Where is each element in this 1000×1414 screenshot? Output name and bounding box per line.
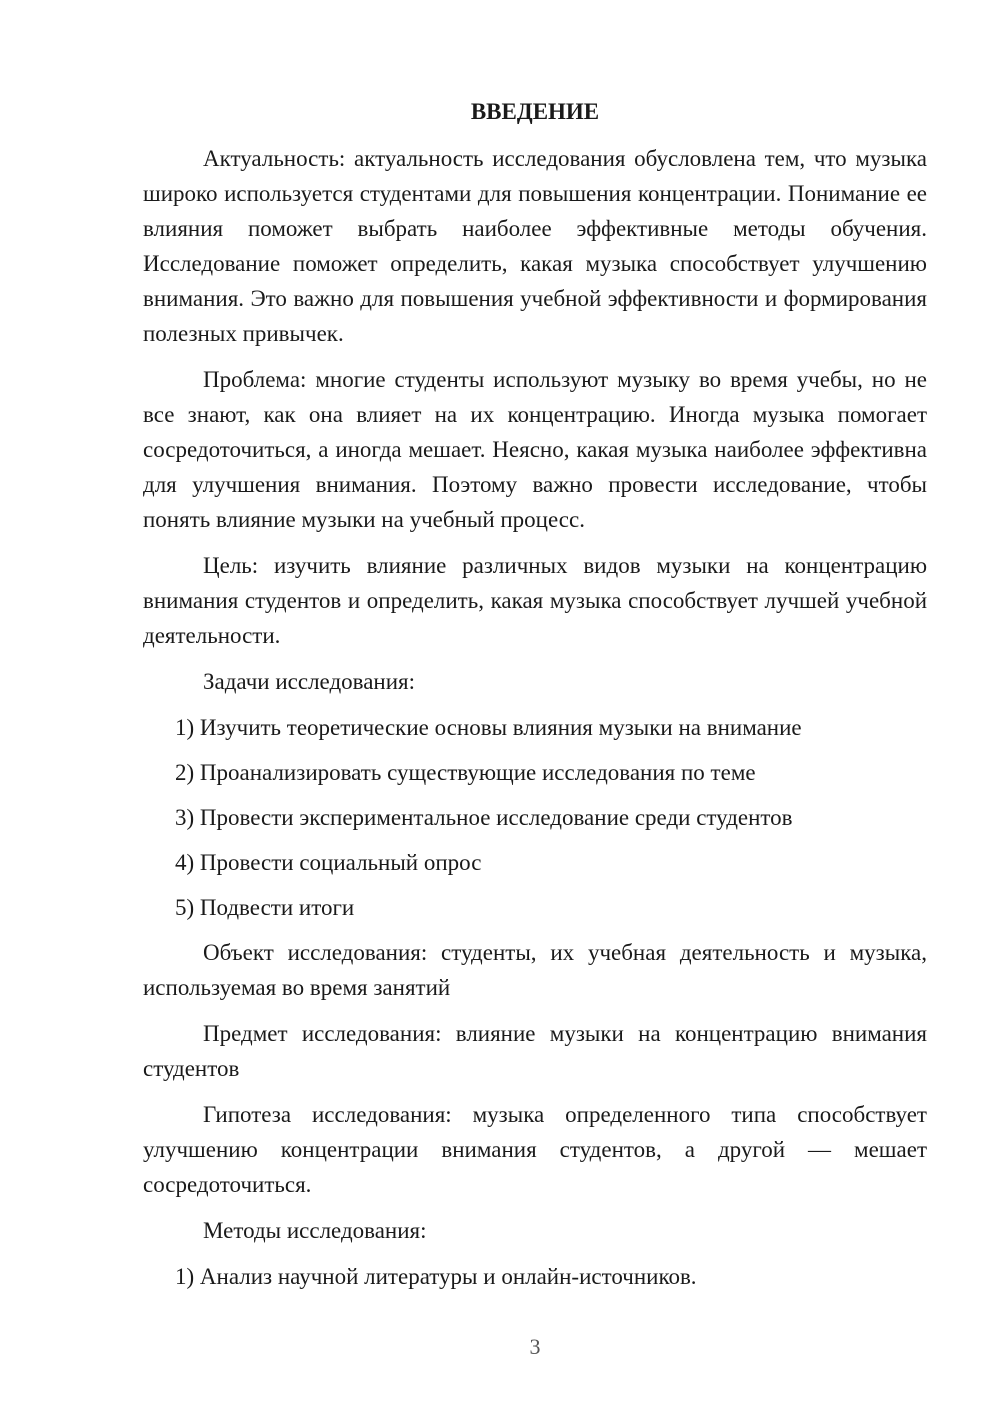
tasks-list [143,710,927,925]
problem-paragraph: Проблема: многие студенты используют музыку во время учебы, но не все знают, как она влияет на их концентрацию. Иногда музыка помогает сосредоточиться, а иногда мешает. Неясно, какая музыка наиболее эффективна для улучшения внимания. Поэтому важно провести исследование, чтобы понять влияние музыки на учебный процесс. [143,367,927,532]
tasks-title: Задачи исследования: [203,669,416,694]
list-item: 2) Проанализировать существующие исследования по теме [175,760,756,785]
goal-paragraph: Цель: изучить влияние различных видов музыки на концентрацию внимания студентов и определить, какая музыка способствует лучшей учебной деятельности. [143,553,927,648]
methods-list [143,1259,927,1294]
list-item: 5) Подвести итоги [175,895,355,920]
page-content [143,94,927,1304]
methods-title: Методы исследования: [203,1218,427,1243]
subject-paragraph: Предмет исследования: влияние музыки на концентрацию внимания студентов [143,1021,927,1081]
hypothesis-paragraph: Гипотеза исследования: музыка определенного типа способствует улучшению концентрации внимания студентов, а другой — мешает сосредоточиться. [143,1102,927,1197]
list-item: 3) Провести экспериментальное исследование среди студентов [175,805,793,830]
list-item: 1) Анализ научной литературы и онлайн-источников. [175,1264,697,1289]
relevance-paragraph: Актуальность: актуальность исследования обусловлена тем, что музыка широко используется студентами для повышения концентрации. Понимание ее влияния поможет выбрать наиболее эффективные методы обучения. Исследование поможет определить, какая музыка способствует улучшению внимания. Это важно для повышения учебной эффективности и формирования полезных привычек. [143,146,927,346]
list-item: 4) Провести социальный опрос [175,850,482,875]
section-heading: ВВЕДЕНИЕ [470,99,600,124]
object-paragraph: Объект исследования: студенты, их учебная деятельность и музыка, используемая во время занятий [143,940,927,1000]
page-number: 3 [529,1334,541,1359]
list-item: 1) Изучить теоретические основы влияния музыки на внимание [175,715,802,740]
